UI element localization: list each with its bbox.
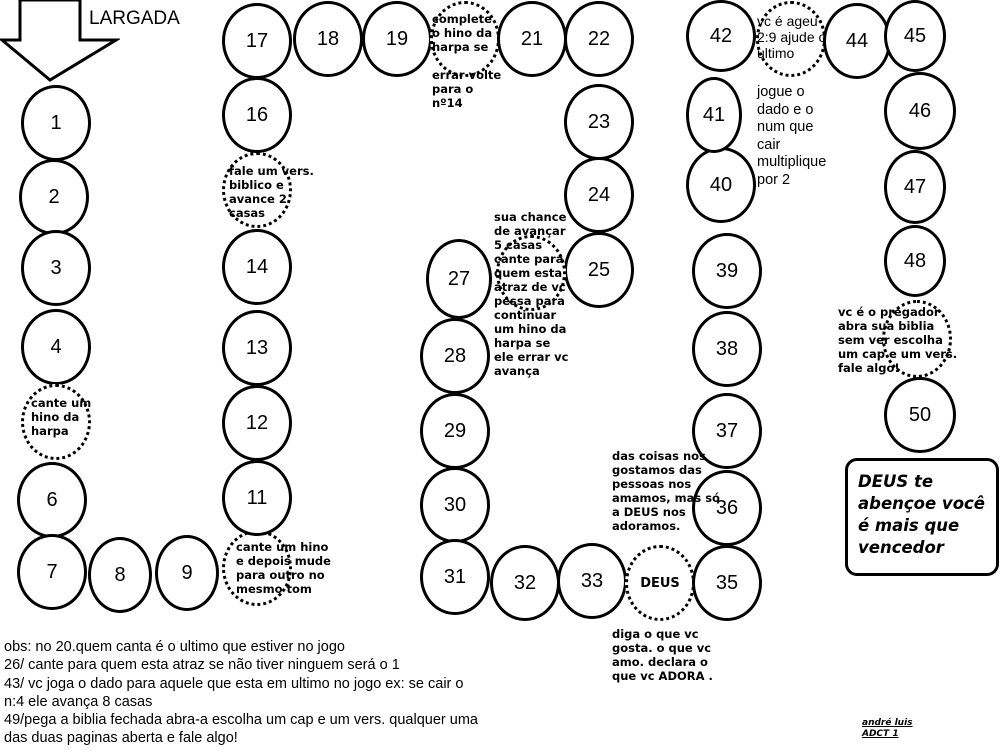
note-deus-top: das coisas nos gostamos das pessoas nos amamos, mas só a DEUS nos adoramos.	[612, 449, 720, 533]
cell-18[interactable]: 18	[293, 1, 363, 77]
note-cell-15: fale um vers. biblico e avance 2 casas	[229, 164, 314, 220]
cell-34-deus[interactable]: DEUS	[625, 545, 695, 621]
obs-line: 43/ vc joga o dado para aquele que esta em ultimo no jogo ex: se cair o	[4, 675, 464, 692]
cell-2[interactable]: 2	[19, 159, 89, 235]
note-cell-43-side: jogue o dado e o num que cair multiplique por 2	[757, 84, 827, 188]
cell-38[interactable]: 38	[692, 311, 762, 387]
note-cell-26: sua chance de avançar 5 casas cante para quem esta atraz de vc pessa para continuar um hino da harpa se ele errar vc avança	[494, 210, 569, 378]
cell-42[interactable]: 42	[686, 0, 756, 72]
obs-line: n:4 ele avança 8 casas	[4, 693, 153, 710]
obs-line: obs: no 20.quem canta é o ultimo que estiver no jogo	[4, 639, 345, 655]
cell-12[interactable]: 12	[222, 385, 292, 461]
cell-32[interactable]: 32	[490, 545, 560, 621]
cell-21[interactable]: 21	[497, 1, 567, 77]
cell-45[interactable]: 45	[884, 0, 946, 72]
cell-41[interactable]: 41	[686, 77, 742, 153]
cell-44[interactable]: 44	[823, 3, 891, 79]
cell-30[interactable]: 30	[420, 467, 490, 543]
cell-9[interactable]: 9	[155, 535, 219, 611]
cell-36[interactable]: 36	[692, 470, 762, 546]
cell-31[interactable]: 31	[420, 539, 490, 615]
note-cell-43: vc é ageu 2:9 ajude o ultimo	[757, 13, 827, 61]
cell-13[interactable]: 13	[222, 310, 292, 386]
cell-50[interactable]: 50	[884, 377, 956, 453]
cell-27[interactable]: 27	[426, 239, 492, 319]
note-cell-49: vc é o pregador abra sua biblia sem ver escolha um cap e um vers. fale algo!	[838, 305, 958, 375]
note-cell-20: complete o hino da harpa se errar volte para o nº14	[432, 12, 502, 110]
cell-46[interactable]: 46	[884, 72, 956, 150]
cell-11[interactable]: 11	[222, 460, 292, 536]
cell-24[interactable]: 24	[564, 157, 634, 233]
cell-16[interactable]: 16	[222, 77, 292, 153]
note-deus-bottom: diga o que vc gosta. o que vc amo. declara o que vc ADORA .	[612, 627, 713, 683]
cell-39[interactable]: 39	[692, 233, 762, 309]
cell-17[interactable]: 17	[222, 3, 292, 79]
obs-line: das duas paginas aberta e fale algo!	[4, 730, 238, 747]
observations	[4, 638, 544, 748]
cell-37[interactable]: 37	[692, 393, 762, 469]
final-message-box: DEUS te abençoe você é mais que vencedor	[845, 458, 999, 576]
note-cell-5: cante um hino da harpa	[31, 396, 92, 438]
cell-1[interactable]: 1	[21, 85, 91, 161]
cell-25[interactable]: 25	[564, 232, 634, 308]
cell-3[interactable]: 3	[21, 230, 91, 306]
cell-7[interactable]: 7	[17, 534, 87, 610]
cell-40[interactable]: 40	[686, 147, 756, 223]
cell-47[interactable]: 47	[884, 150, 946, 224]
cell-6[interactable]: 6	[17, 462, 87, 538]
cell-4[interactable]: 4	[21, 309, 91, 385]
author-signature: andré luis ADCT 1	[862, 718, 913, 739]
cell-19[interactable]: 19	[362, 1, 432, 77]
obs-line: 26/ cante para quem esta atraz se não tiver ninguem será o 1	[4, 657, 400, 674]
cell-29[interactable]: 29	[420, 393, 490, 469]
start-label: LARGADA	[89, 8, 180, 29]
cell-8[interactable]: 8	[88, 537, 152, 613]
cell-35[interactable]: 35	[692, 545, 762, 621]
cell-14[interactable]: 14	[222, 229, 292, 305]
obs-line: 49/pega a biblia fechada abra-a escolha um cap e um vers. qualquer uma	[4, 712, 478, 729]
cell-22[interactable]: 22	[564, 1, 634, 77]
cell-23[interactable]: 23	[564, 84, 634, 160]
note-cell-10: cante um hino e depois mude para outro no mesmo tom	[236, 540, 331, 596]
cell-48[interactable]: 48	[884, 225, 946, 297]
cell-28[interactable]: 28	[420, 318, 490, 394]
cell-33[interactable]: 33	[557, 543, 627, 619]
